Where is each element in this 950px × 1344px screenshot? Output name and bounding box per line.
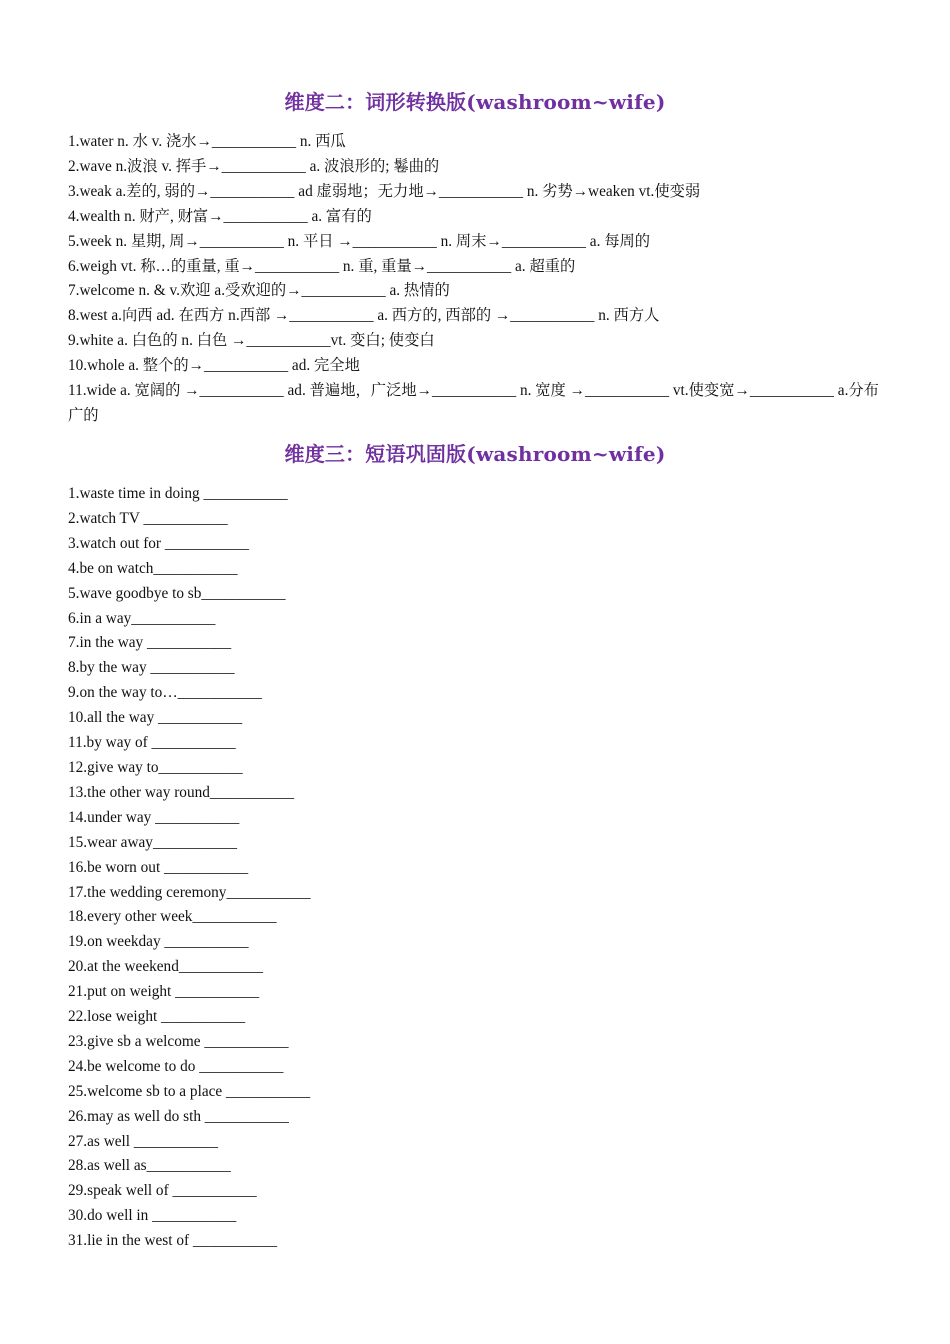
word-form-list [68,130,884,429]
list-item: 2.wave n.波浪 v. 挥手→___________ a. 波浪形的; 鬈曲的 [68,157,440,175]
list-item: 8.west a.向西 ad. 在西方 n.西部 →___________ a. 西方的, 西部的 →___________ n. 西方人 [68,307,660,325]
list-item: 15.wear away___________ [68,833,238,851]
list-item: 10.all the way ___________ [68,709,243,727]
section-3-heading: 维度三：短语巩固版(washroom~wife) [284,442,666,466]
phrase-list [68,482,884,1254]
list-item: 5.week n. 星期, 周→___________ n. 平日 →___________ n. 周末→___________ a. 每周的 [68,232,651,250]
list-item: 4.wealth n. 财产, 财富→___________ a. 富有的 [68,207,372,225]
list-item: 1.water n. 水 v. 浇水→___________ n. 西瓜 [68,133,346,150]
list-item: 1.waste time in doing ___________ [68,485,288,502]
list-item: 9.on the way to…___________ [68,684,262,702]
list-item: 26.may as well do sth ___________ [68,1107,289,1125]
section-2-heading: 维度二：词形转换版(washroom~wife) [284,90,666,114]
list-item: 22.lose weight ___________ [68,1008,246,1026]
list-item: 4.be on watch___________ [68,559,238,577]
list-item: 8.by the way ___________ [68,659,235,677]
list-item: 5.wave goodbye to sb___________ [68,584,286,602]
list-item: 7.in the way ___________ [68,634,232,652]
list-item: 25.welcome sb to a place ___________ [68,1082,311,1100]
list-item: 6.in a way___________ [68,609,216,627]
list-item: 29.speak well of ___________ [68,1182,257,1200]
list-item: 13.the other way round___________ [68,783,295,801]
list-item: 14.under way ___________ [68,808,240,826]
list-item: 24.be welcome to do ___________ [68,1057,284,1075]
list-item: 12.give way to___________ [68,758,243,776]
list-item: 31.lie in the west of ___________ [68,1232,278,1250]
list-item: 7.welcome n. & v.欢迎 a.受欢迎的→___________ a. 热情的 [68,282,450,300]
list-item: 17.the wedding ceremony___________ [68,883,311,901]
list-item: 27.as well ___________ [68,1132,218,1150]
list-item: 6.weigh vt. 称…的重量, 重→___________ n. 重, 重量→___________ a. 超重的 [68,257,576,275]
list-item: 3.watch out for ___________ [68,534,249,552]
list-item: 11.by way of ___________ [68,734,236,752]
list-item: 23.give sb a welcome ___________ [68,1032,289,1050]
list-item: 16.be worn out ___________ [68,858,249,876]
list-item: 28.as well as___________ [68,1157,231,1175]
list-item: 21.put on weight ___________ [68,983,260,1001]
list-item: 10.whole a. 整个的→___________ ad. 完全地 [68,357,360,375]
list-item: 19.on weekday ___________ [68,933,249,951]
list-item: 20.at the weekend___________ [68,958,263,976]
list-item: 9.white a. 白色的 n. 白色 →___________vt. 变白; 使变白 [68,332,435,350]
list-item: 11.wide a. 宽阔的 →___________ ad. 普遍地，广泛地→___________ n. 宽度 →___________ vt.使变宽→___________ a.分布广的 [68,382,879,424]
list-item: 18.every other week___________ [68,908,277,926]
list-item: 30.do well in ___________ [68,1207,237,1225]
list-item: 3.weak a.差的, 弱的→___________ ad 虚弱地；无力地→___________ n. 劣势→weaken vt.使变弱 [68,182,701,200]
list-item: 2.watch TV ___________ [68,509,228,527]
